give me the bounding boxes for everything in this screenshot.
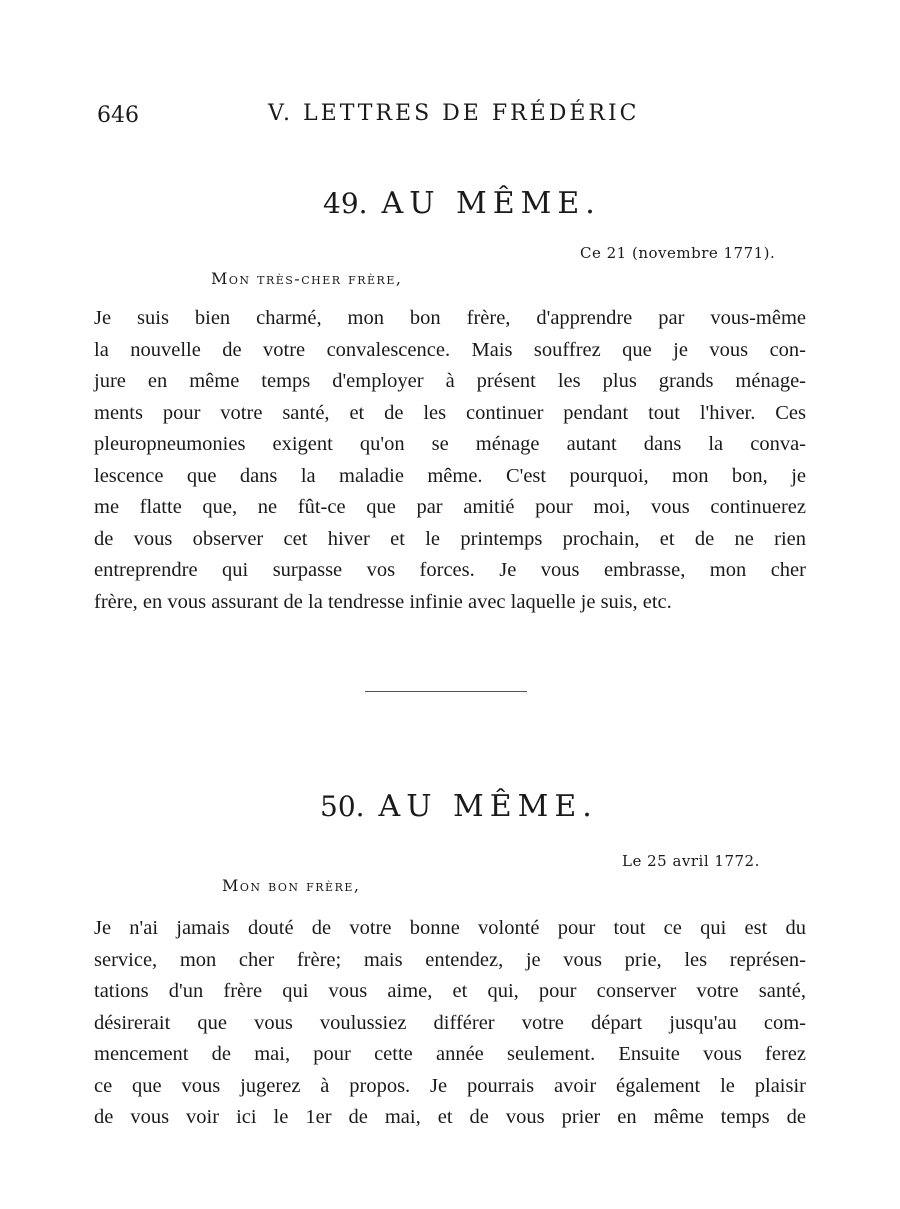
- salutation: Mon très-cher frère,: [211, 269, 403, 288]
- text-line: mencement de mai, pour cette année seulement. Ensuite vous ferez: [94, 1043, 806, 1065]
- section-divider: [365, 691, 527, 692]
- letter-number: 49.: [323, 187, 368, 220]
- salutation: Mon bon frère,: [222, 876, 361, 895]
- letter-heading: AU MÊME.: [378, 789, 598, 824]
- letter-number: 50.: [320, 790, 365, 823]
- text-line: ce que vous jugerez à propos. Je pourrais avoir également le plaisir: [94, 1074, 806, 1097]
- text-line: lescence que dans la maladie même. C'est pourquoi, mon bon, je: [94, 464, 806, 487]
- running-head: V. LETTRES DE FRÉDÉRIC: [268, 101, 640, 126]
- dateline: Le 25 avril 1772.: [622, 852, 760, 870]
- text-line: me flatte que, ne fût-ce que par amitié pour moi, vous continuerez: [94, 496, 806, 518]
- page-number: 646: [97, 103, 139, 128]
- text-line: Je suis bien charmé, mon bon frère, d'apprendre par vous-même: [94, 307, 806, 329]
- text-line: service, mon cher frère; mais entendez, je vous prie, les représen-: [94, 948, 806, 971]
- letter-heading: AU MÊME.: [381, 186, 601, 221]
- text-line: ments pour votre santé, et de les continuer pendant tout l'hiver. Ces: [94, 401, 806, 424]
- text-line: Je n'ai jamais douté de votre bonne volonté pour tout ce qui est du: [94, 917, 806, 939]
- text-line: désirerait que vous voulussiez différer votre départ jusqu'au com-: [94, 1011, 806, 1034]
- text-line: jure en même temps d'employer à présent les plus grands ménage-: [94, 370, 806, 392]
- text-line: pleuropneumonies exigent qu'on se ménage autant dans la conva-: [94, 433, 806, 455]
- text-line: entreprendre qui surpasse vos forces. Je vous embrasse, mon cher: [94, 559, 806, 581]
- letter-title: [323, 186, 601, 221]
- letter-body: [94, 913, 806, 1134]
- letter-body: [94, 303, 806, 618]
- text-line: de vous voir ici le 1er de mai, et de vous prier en même temps de: [94, 1106, 806, 1128]
- text-line: tations d'un frère qui vous aime, et qui, pour conserver votre santé,: [94, 980, 806, 1002]
- text-line: la nouvelle de votre convalescence. Mais souffrez que je vous con-: [94, 338, 806, 361]
- letter-title: [320, 789, 598, 824]
- dateline: Ce 21 (novembre 1771).: [580, 244, 776, 262]
- text-line: frère, en vous assurant de la tendresse infinie avec laquelle je suis, etc.: [94, 590, 672, 613]
- text-line: de vous observer cet hiver et le printemps prochain, et de ne rien: [94, 527, 806, 550]
